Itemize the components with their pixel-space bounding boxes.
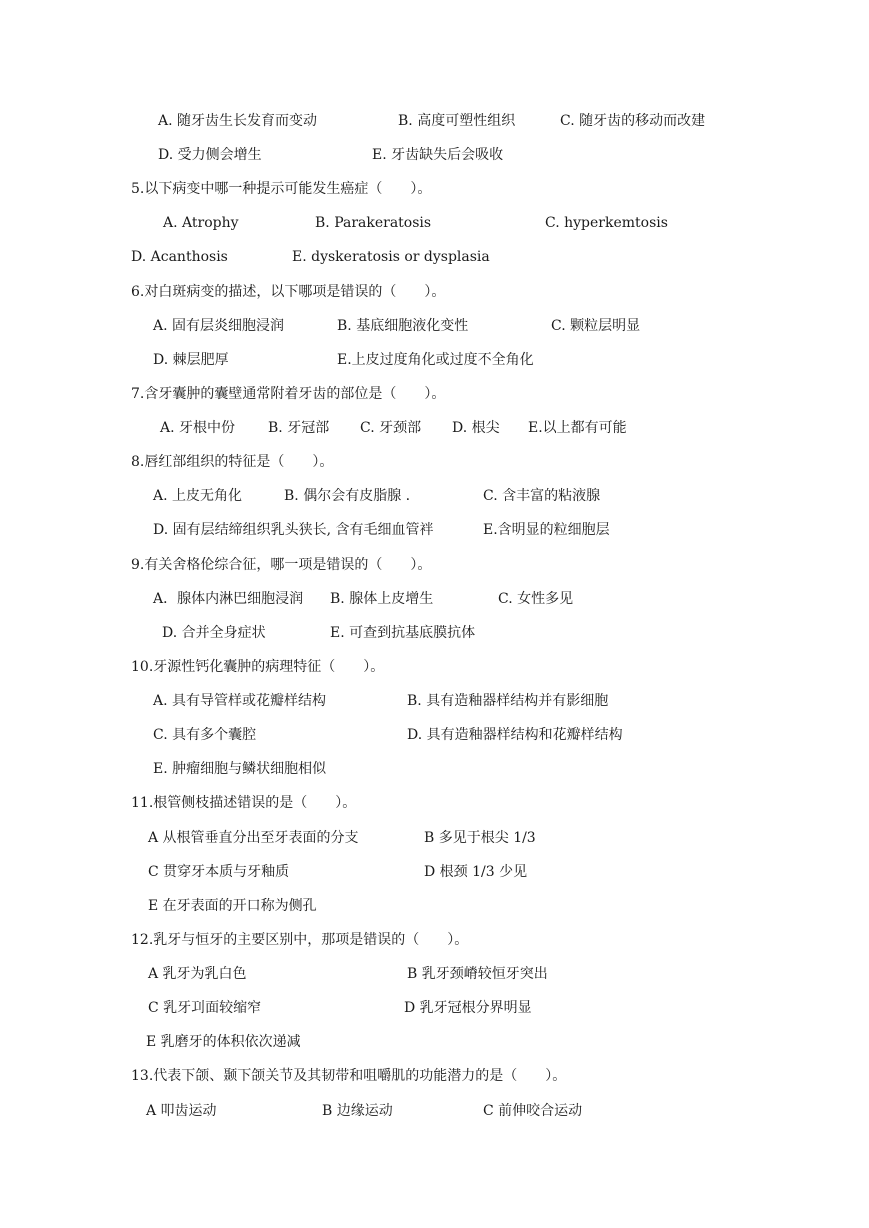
q9-stem: 9.有关舍格伦综合征，哪一项是错误的（ ）。 bbox=[131, 557, 432, 573]
q10-option-c: C. 具有多个囊腔 bbox=[153, 727, 257, 743]
q12-option-d: D 乳牙冠根分界明显 bbox=[404, 1000, 532, 1016]
q7-stem: 7.含牙囊肿的囊壁通常附着牙齿的部位是（ ）。 bbox=[131, 386, 446, 402]
q7-option-d: D. 根尖 bbox=[452, 420, 500, 436]
q11-stem: 11.根管侧枝描述错误的是（ ）。 bbox=[131, 795, 357, 811]
q13-option-b: B 边缘运动 bbox=[322, 1103, 393, 1119]
q11-option-e: E 在牙表面的开口称为侧孔 bbox=[148, 898, 317, 914]
q6-option-c: C. 颗粒层明显 bbox=[551, 318, 641, 334]
q8-option-a: A. 上皮无角化 bbox=[153, 488, 243, 504]
q11-option-c: C 贯穿牙本质与牙釉质 bbox=[148, 864, 290, 880]
q6-option-e: E.上皮过度角化或过度不全角化 bbox=[337, 352, 534, 368]
q4-option-e: E. 牙齿缺失后会吸收 bbox=[372, 147, 504, 163]
q9-option-b: B. 腺体上皮增生 bbox=[330, 591, 434, 607]
q5-option-e: E. dyskeratosis or dysplasia bbox=[292, 249, 490, 265]
q12-option-b: B 乳牙颈嵴较恒牙突出 bbox=[407, 966, 548, 982]
q11-option-b: B 多见于根尖 1/3 bbox=[424, 830, 536, 846]
q9-option-a: A．腺体内淋巴细胞浸润 bbox=[153, 591, 304, 607]
q4-option-a: A. 随牙齿生长发育而变动 bbox=[158, 113, 318, 129]
q13-stem: 13.代表下颌、颞下颌关节及其韧带和咀嚼肌的功能潜力的是（ ）。 bbox=[131, 1068, 567, 1084]
q6-option-a: A. 固有层炎细胞浸润 bbox=[153, 318, 285, 334]
q13-option-a: A 叩齿运动 bbox=[146, 1103, 217, 1119]
q12-option-e: E 乳磨牙的体积依次递减 bbox=[146, 1034, 301, 1050]
q5-option-b: B. Parakeratosis bbox=[315, 215, 432, 231]
q9-option-d: D. 合并全身症状 bbox=[162, 625, 266, 641]
q7-option-c: C. 牙颈部 bbox=[360, 420, 422, 436]
q10-option-a: A. 具有导管样或花瓣样结构 bbox=[153, 693, 327, 709]
q10-stem: 10.牙源性钙化囊肿的病理特征（ ）。 bbox=[131, 659, 385, 675]
q8-stem: 8.唇红部组织的特征是（ ）。 bbox=[131, 454, 334, 470]
q5-option-c: C. hyperkemtosis bbox=[545, 215, 668, 231]
q13-option-c: C 前伸咬合运动 bbox=[483, 1103, 583, 1119]
q5-option-a: A. Atrophy bbox=[163, 215, 239, 231]
q10-option-d: D. 具有造釉器样结构和花瓣样结构 bbox=[407, 727, 623, 743]
q6-option-d: D. 棘层肥厚 bbox=[153, 352, 229, 368]
q8-option-e: E.含明显的粒细胞层 bbox=[483, 522, 610, 538]
q7-option-e: E.以上都有可能 bbox=[528, 420, 627, 436]
q6-option-b: B. 基底细胞液化变性 bbox=[337, 318, 469, 334]
q5-stem: 5.以下病变中哪一种提示可能发生癌症（ ）。 bbox=[131, 181, 432, 197]
q4-option-c: C. 随牙齿的移动而改建 bbox=[560, 113, 706, 129]
q9-option-e: E. 可查到抗基底膜抗体 bbox=[330, 625, 476, 641]
q4-option-b: B. 高度可塑性组织 bbox=[398, 113, 516, 129]
q12-option-c: C 乳牙㓚面较缩窄 bbox=[148, 1000, 262, 1016]
q8-option-c: C. 含丰富的粘液腺 bbox=[483, 488, 601, 504]
q12-stem: 12.乳牙与恒牙的主要区别中，那项是错误的（ ）。 bbox=[131, 932, 469, 948]
q12-option-a: A 乳牙为乳白色 bbox=[148, 966, 247, 982]
q8-option-b: B. 偶尔会有皮脂腺 . bbox=[284, 488, 411, 504]
q8-option-d: D. 固有层结缔组织乳头狭长, 含有毛细血管袢 bbox=[153, 522, 434, 538]
q4-option-d: D. 受力侧会增生 bbox=[158, 147, 262, 163]
q5-option-d: D. Acanthosis bbox=[131, 249, 228, 265]
q9-option-c: C. 女性多见 bbox=[498, 591, 574, 607]
q10-option-e: E. 肿瘤细胞与鳞状细胞相似 bbox=[153, 761, 327, 777]
q11-option-a: A 从根管垂直分出至牙表面的分支 bbox=[148, 830, 359, 846]
q10-option-b: B. 具有造釉器样结构并有影细胞 bbox=[407, 693, 609, 709]
q11-option-d: D 根颈 1/3 少见 bbox=[424, 864, 528, 880]
q7-option-a: A. 牙根中份 bbox=[160, 420, 236, 436]
q7-option-b: B. 牙冠部 bbox=[268, 420, 330, 436]
q6-stem: 6.对白斑病变的描述，以下哪项是错误的（ ）。 bbox=[131, 284, 446, 300]
